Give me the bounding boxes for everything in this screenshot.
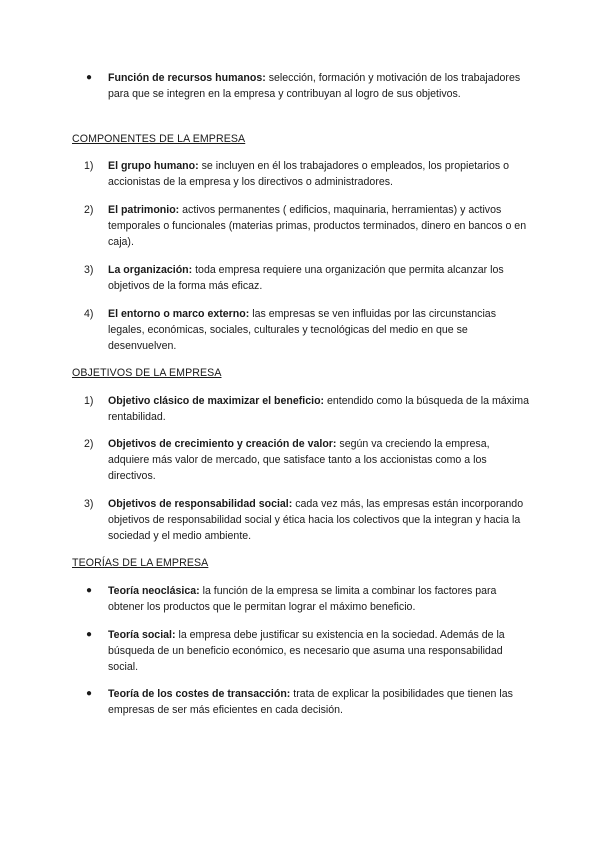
item-number: 1) [84,160,94,172]
item-number: 3) [84,264,94,276]
item-title: El entorno o marco externo: [108,308,250,320]
item-text: la función de la empresa se limita a combinar los factores para obtener los productos que le permitan lograr el máximo beneficio. [108,585,497,613]
item-text: selección, formación y motivación de los trabajadores para que se integren en la empresa y contribuyan al logro de sus objetivos. [108,72,521,100]
item-number: 3) [84,498,94,510]
list-item [84,158,530,190]
item-text: activos permanentes ( edificios, maquinaria, herramientas) y activos temporales o funcionales (materias primas, productos terminados, dinero en bancos o en caja). [108,204,527,248]
item-title: Objetivos de crecimiento y creación de valor: [108,438,337,450]
section-heading: COMPONENTES DE LA EMPRESA [72,133,246,145]
item-text: la empresa debe justificar su existencia en la sociedad. Además de la búsqueda de un beneficio económico, es necesario que asuma una responsabilidad social. [108,629,505,673]
item-title: Teoría de los costes de transacción: [108,688,291,700]
item-number: 2) [84,204,94,216]
section-heading: TEORÍAS DE LA EMPRESA [72,557,209,569]
list-item [84,306,530,354]
bullet-marker: ● [86,585,93,596]
list-item [86,583,530,615]
item-text: cada vez más, las empresas están incorporando objetivos de responsabilidad social y ética hacia los colectivos que la integran y hacia la sociedad y el medio ambiente. [108,498,524,542]
list-item [86,70,530,102]
item-title: Teoría neoclásica: [108,585,200,597]
list-item [84,393,530,425]
list-item [84,436,530,484]
item-text: las empresas se ven influidas por las circunstancias legales, económicas, sociales, culturales y tecnológicas del medio en que se desenvuelven. [108,308,496,352]
list-item [84,202,530,250]
section-heading: OBJETIVOS DE LA EMPRESA [72,367,222,379]
item-number: 4) [84,308,94,320]
item-title: Función de recursos humanos: [108,72,266,84]
item-title: El grupo humano: [108,160,199,172]
item-title: El patrimonio: [108,204,180,216]
bullet-marker: ● [86,629,93,640]
item-title: Teoría social: [108,629,176,641]
item-title: Objetivo clásico de maximizar el beneficio: [108,395,325,407]
list-item [86,686,530,718]
item-title: La organización: [108,264,193,276]
item-title: Objetivos de responsabilidad social: [108,498,293,510]
bullet-marker: ● [86,72,93,83]
bullet-marker: ● [86,688,93,699]
list-item [84,262,530,294]
item-text: se incluyen en él los trabajadores o empleados, los propietarios o accionistas de la empresa y los directivos o administradores. [108,160,509,188]
item-number: 2) [84,438,94,450]
item-number: 1) [84,395,94,407]
list-item [86,627,530,675]
list-item [84,496,530,544]
item-text: toda empresa requiere una organización que permita alcanzar los objetivos de la forma más eficaz. [108,264,504,292]
item-text: según va creciendo la empresa, adquiere más valor de mercado, que satisface tanto a los accionistas como a los directivos. [108,438,490,482]
item-text: trata de explicar la posibilidades que tienen las empresas de ser más eficientes en cada decisión. [108,688,513,716]
item-text: entendido como la búsqueda de la máxima rentabilidad. [108,395,530,423]
